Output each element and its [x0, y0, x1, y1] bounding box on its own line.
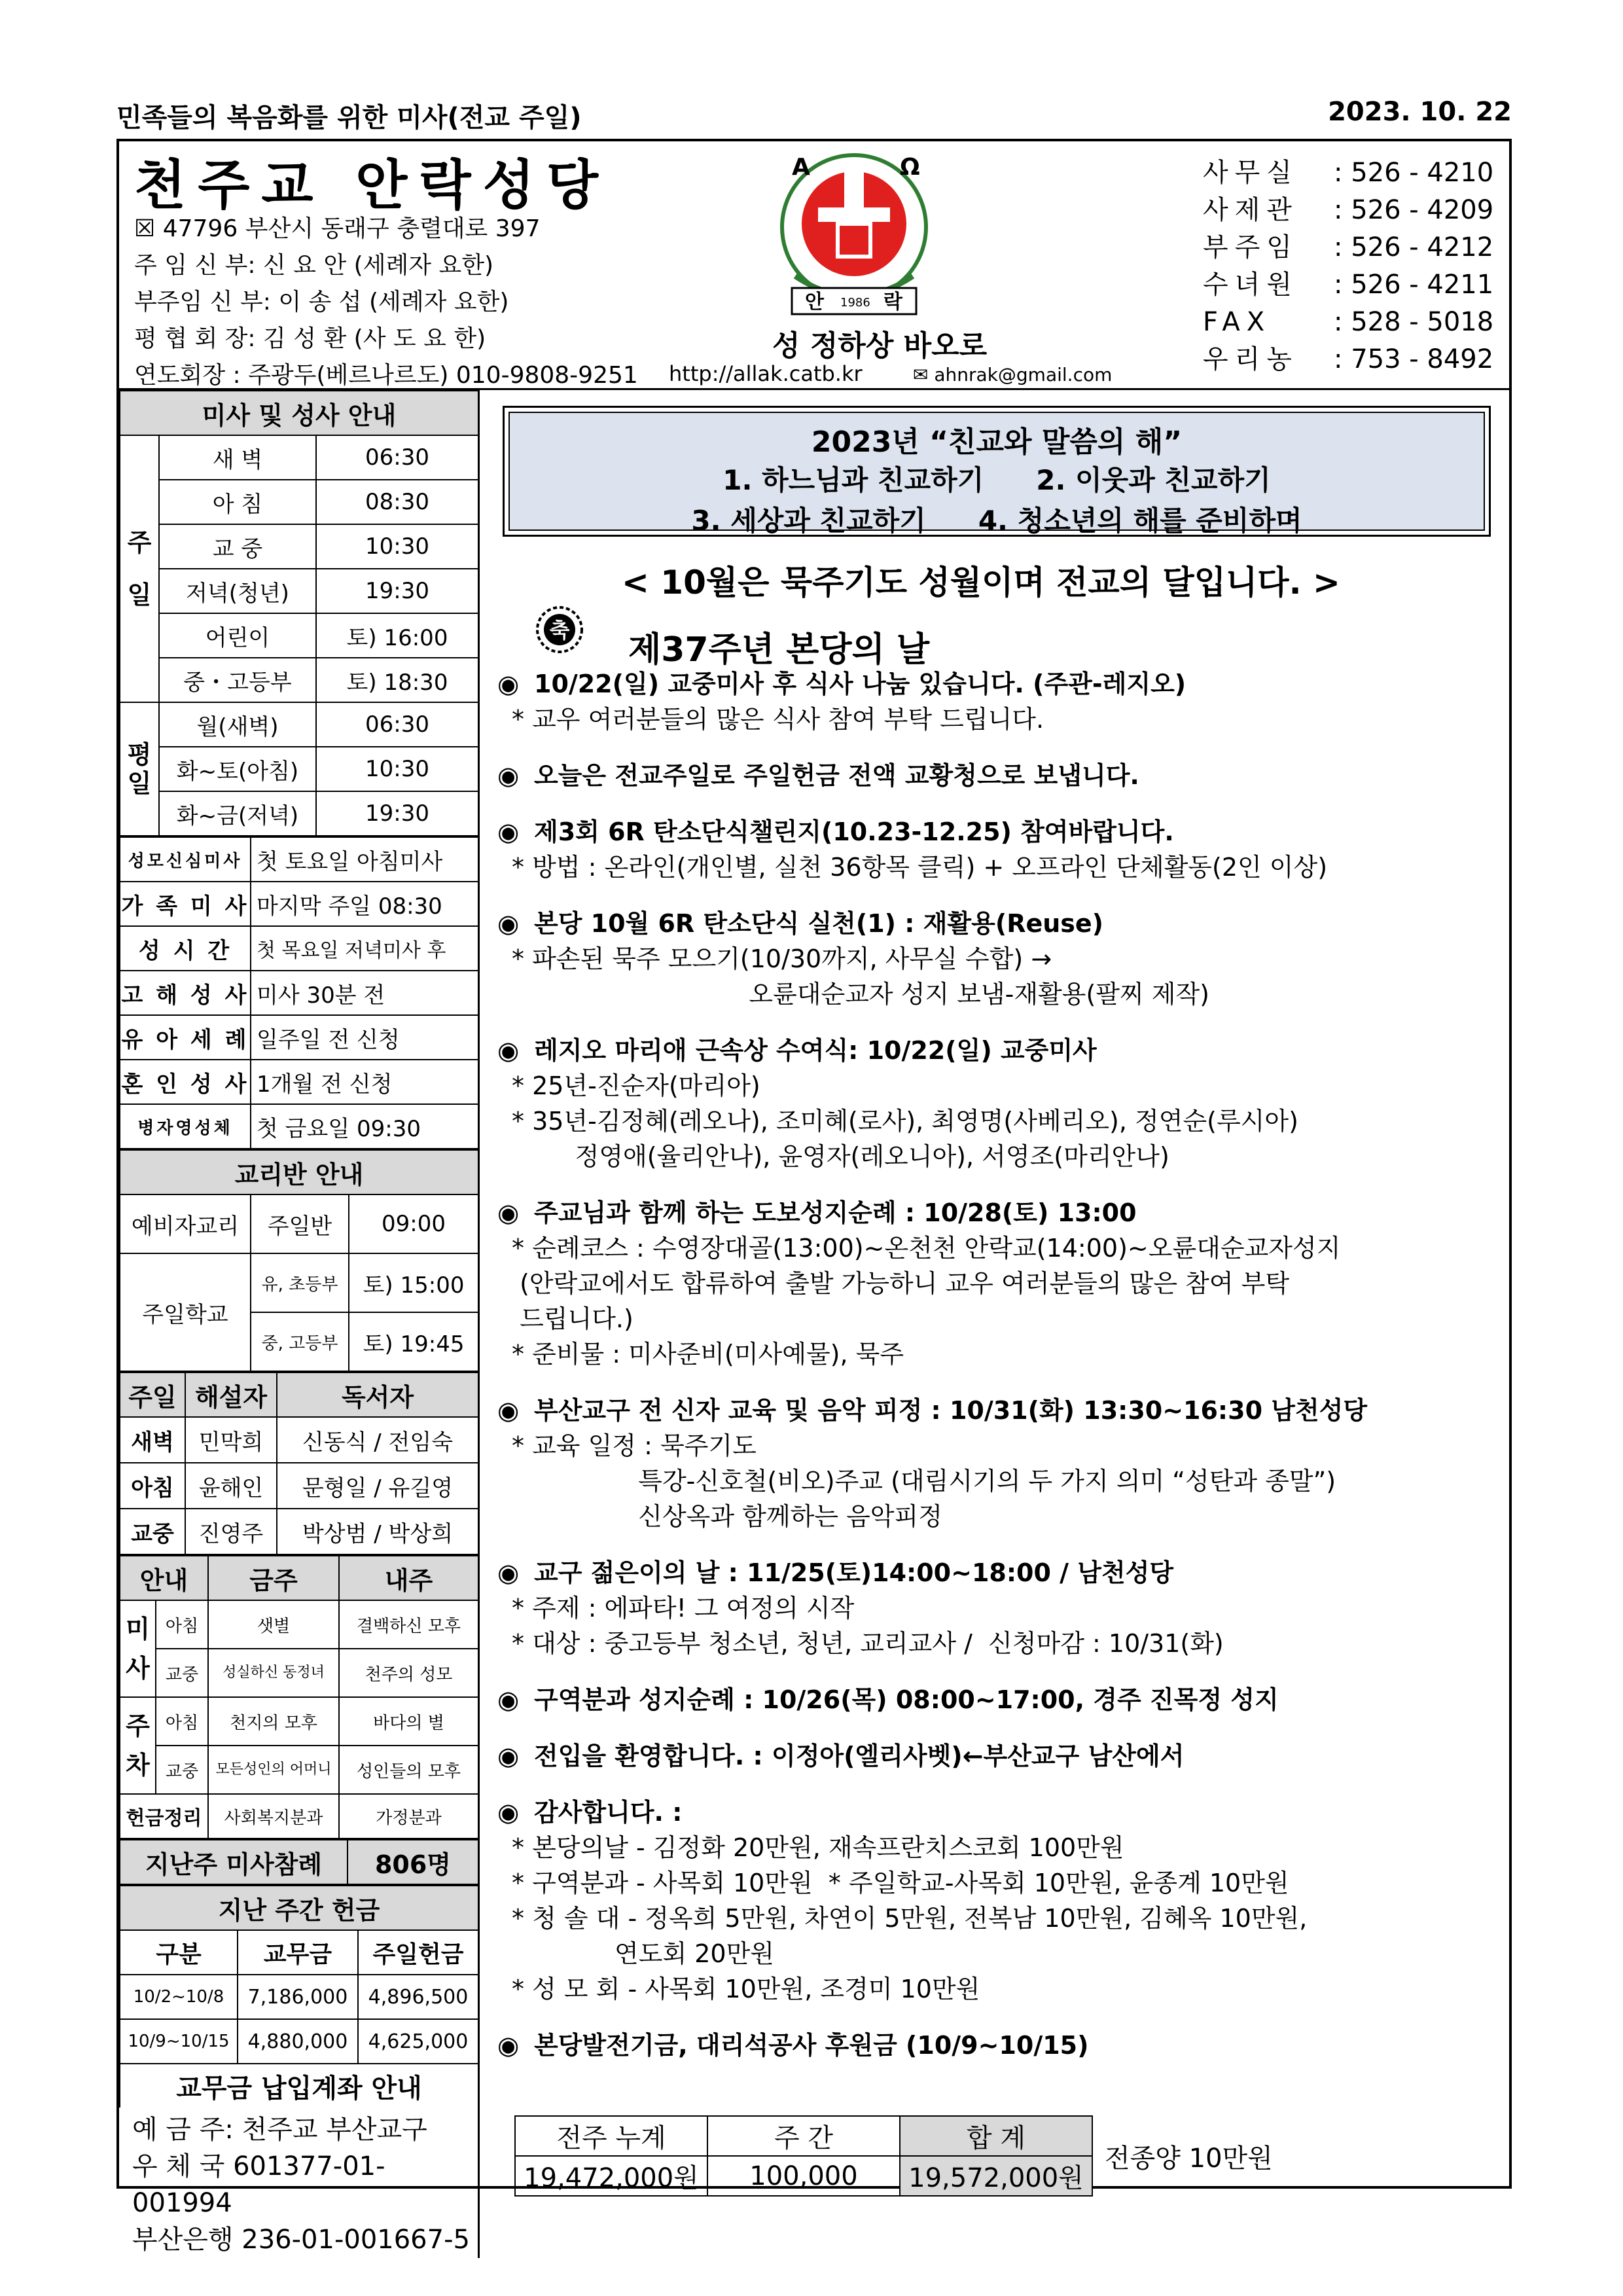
- bullet-icon: ◉: [497, 817, 520, 846]
- notice-title-text: 제3회 6R 탄소단식챌린지(10.23-12.25) 참여바랍니다.: [534, 817, 1174, 846]
- mass-name: 화~토(아침): [159, 747, 316, 791]
- bullet-icon: ◉: [497, 1036, 520, 1065]
- weekday-label: 평 일: [120, 702, 159, 836]
- logo-omega: Ω: [900, 154, 920, 181]
- attendance-label: 지난주 미사참례: [120, 1840, 348, 1884]
- fund-head: 주 간: [707, 2116, 900, 2156]
- notice-gap: [497, 1717, 1505, 1738]
- notice-line: * 파손된 묵주 모으기(10/30까지, 사무실 수합) →: [512, 944, 1052, 973]
- bullet-icon: ◉: [497, 670, 520, 698]
- celebration-icon: [533, 603, 586, 656]
- phone-row: [1203, 341, 1493, 378]
- bullet-icon: ◉: [497, 1558, 520, 1587]
- notice-line: (안락교에서도 합류하여 출발 가능하니 교우 여러분들의 많은 참여 부탁: [512, 1269, 1290, 1298]
- offering-duty-next: 가정분과: [339, 1794, 478, 1839]
- notice-line: 드립니다.): [512, 1304, 633, 1333]
- reader-mass: 아침: [120, 1463, 185, 1509]
- notice-gap: [497, 2007, 1505, 2028]
- offering-table: [119, 1885, 479, 2108]
- duty-mass-label: 미 사: [120, 1600, 156, 1697]
- duty-head: 금주: [208, 1556, 339, 1600]
- fund-table-wrap: [514, 2115, 1093, 2197]
- notice-title-text: 본당발전기금, 대리석공사 후원금 (10/9~10/15): [534, 2031, 1089, 2060]
- mass-name: 어린이: [159, 613, 316, 658]
- offering-dues: 4,880,000: [238, 2019, 358, 2064]
- adult-class-day: 주일반: [251, 1194, 349, 1253]
- phone-value: : 753 - 8492: [1334, 344, 1494, 374]
- account-line: 예 금 주: 천주교 부산교구: [132, 2115, 427, 2145]
- phone-label: 부주임: [1203, 232, 1298, 262]
- duty-car-label: 주 차: [120, 1697, 156, 1794]
- notice-gap: [497, 793, 1505, 814]
- offering-head: 구분: [120, 1930, 238, 1975]
- offering-sunday: 4,896,500: [358, 1975, 478, 2019]
- sidebar: [119, 390, 480, 2258]
- bullet-icon: ◉: [497, 1685, 520, 1714]
- mass-time: 10:30: [316, 524, 478, 569]
- header-subtitle: 민족들의 복음화를 위한 미사(전교 주일): [116, 103, 582, 133]
- notice-title-text: 감사합니다. :: [534, 1798, 683, 1827]
- banner-item: 4. 청소년의 해를 준비하며: [978, 505, 1302, 537]
- sunday-label: 주 일: [120, 435, 159, 702]
- bullet-icon: ◉: [497, 2031, 520, 2060]
- commentator: 윤해인: [185, 1463, 277, 1509]
- sacrament-value: 1개월 전 신청: [251, 1060, 478, 1104]
- middle-high-label: 중, 고등부: [251, 1312, 349, 1371]
- notice-line: * 구역분과 - 사목회 10만원 * 주일학교-사목회 10만원, 윤종계 10만원: [512, 1869, 1289, 1897]
- duty-next-week: 성인들의 모후: [339, 1746, 478, 1794]
- offering-duty-this: 사회복지분과: [208, 1794, 339, 1839]
- fund-head: 전주 누계: [515, 2116, 707, 2156]
- notice-line: * 순례코스 : 수영장대골(13:00)~온천천 안락교(14:00)~오륜대순교자성지: [512, 1234, 1341, 1263]
- duty-head: 내주: [339, 1556, 478, 1600]
- phone-label: 사무실: [1203, 158, 1298, 188]
- notice-title: [497, 2028, 1505, 2063]
- notice-line: * 성 모 회 - 사목회 10만원, 조경미 10만원: [512, 1975, 980, 2003]
- phone-label: 수녀원: [1203, 270, 1298, 300]
- mass-time: 06:30: [316, 702, 478, 747]
- notice-line: * 준비물 : 미사준비(미사예물), 묵주: [512, 1340, 904, 1369]
- fund-weekly: 100,000: [707, 2156, 900, 2196]
- elementary-time: 토) 15:00: [349, 1253, 478, 1312]
- pastor: 주 임 신 부: 신 요 안 (세례자 요한): [134, 252, 494, 279]
- sacrament-label: 고 해 성 사: [120, 971, 251, 1015]
- notice-title: [497, 1393, 1505, 1428]
- notice-title-text: 주교님과 함께 하는 도보성지순례 : 10/28(토) 13:00: [534, 1198, 1137, 1227]
- notice-line: * 교육 일정 : 묵주기도: [512, 1431, 757, 1460]
- notice-gap: [497, 1534, 1505, 1555]
- commentator: 진영주: [185, 1509, 277, 1554]
- mass-schedule-table: [119, 390, 479, 836]
- adult-class-time: 09:00: [349, 1194, 478, 1253]
- notice-line: 오륜대순교자 성지 보냄-재활용(팔찌 제작): [512, 980, 1210, 1009]
- feast-title: 제37주년 본당의 날: [628, 630, 930, 670]
- mass-time: 19:30: [316, 569, 478, 613]
- notice-gap: [497, 1012, 1505, 1033]
- offering-duty-label: 헌금정리: [120, 1794, 208, 1839]
- duty-time: 교중: [156, 1649, 208, 1697]
- fund-table: [514, 2115, 1093, 2197]
- attendance-value: 806명: [348, 1840, 478, 1884]
- notice-line: * 35년-김정혜(레오나), 조미혜(로사), 최영명(사베리오), 정연순(루시아): [512, 1107, 1298, 1136]
- church-name: 천주교 안락성당: [134, 154, 611, 217]
- sacrament-value: 마지막 주일 08:30: [251, 882, 478, 926]
- notice-gap: [497, 885, 1505, 906]
- notice-gap: [497, 737, 1505, 758]
- middle-high-time: 토) 19:45: [349, 1312, 478, 1371]
- mass-time: 토) 16:00: [316, 613, 478, 658]
- notice-title: [497, 1195, 1505, 1230]
- notice-line: 연도회 20만원: [512, 1939, 775, 1968]
- notice-title: [497, 1555, 1505, 1590]
- reader-mass: 새벽: [120, 1417, 185, 1463]
- mass-time: 10:30: [316, 747, 478, 791]
- sacrament-value: 첫 토요일 아침미사: [251, 837, 478, 882]
- council-president: 평 협 회 장: 김 성 환 (사 도 요 한): [134, 325, 486, 352]
- duty-head: 안내: [120, 1556, 208, 1600]
- notice-title: [497, 666, 1505, 702]
- readers-names: 신동식 / 전임숙: [277, 1417, 478, 1463]
- readers-table: [119, 1372, 479, 1555]
- notice-title: [497, 1033, 1505, 1068]
- phone-row: [1203, 229, 1493, 266]
- fund-head: 합 계: [900, 2116, 1092, 2156]
- adult-class-label: 예비자교리: [120, 1194, 251, 1253]
- sacrament-value: 첫 금요일 09:30: [251, 1104, 478, 1149]
- notice-title: [497, 814, 1505, 850]
- duty-time: 아침: [156, 1600, 208, 1649]
- fund-cumulative: 19,472,000원: [515, 2156, 707, 2196]
- fund-total: 19,572,000원: [900, 2156, 1092, 2196]
- fund-note: 전종양 10만원: [1105, 2144, 1273, 2174]
- bullet-icon: ◉: [497, 909, 520, 938]
- phone-label: FAX: [1203, 307, 1272, 337]
- catechism-title: 교리반 안내: [120, 1150, 478, 1194]
- sacrament-label: 유 아 세 례: [120, 1015, 251, 1060]
- website-link[interactable]: http://allak.catb.kr: [669, 361, 863, 386]
- account-line: 부산은행 236-01-001667-5: [132, 2225, 470, 2255]
- bullet-icon: ◉: [497, 1198, 520, 1227]
- logo-alpha: Α: [792, 154, 810, 181]
- reader-mass: 교중: [120, 1509, 185, 1554]
- bullet-icon: ◉: [497, 761, 520, 790]
- notice-line: * 25년-진순자(마리아): [512, 1071, 760, 1100]
- offering-title: 지난 주간 헌금: [120, 1886, 478, 1930]
- year-banner: [503, 406, 1491, 537]
- phone-row: [1203, 154, 1493, 192]
- sacrament-label: 성 시 간: [120, 926, 251, 971]
- mass-name: 아 침: [159, 480, 316, 524]
- mass-time: 토) 18:30: [316, 658, 478, 702]
- notice-title-text: 레지오 마리애 근속상 수여식: 10/22(일) 교중미사: [534, 1036, 1097, 1065]
- sacrament-value: 첫 목요일 저녁미사 후: [251, 926, 478, 971]
- phone-label: 우리농: [1203, 344, 1298, 374]
- elementary-label: 유, 초등부: [251, 1253, 349, 1312]
- account-title: 교무금 납입계좌 안내: [120, 2064, 478, 2108]
- duty-this-week: 성실하신 동정녀: [208, 1649, 339, 1697]
- motto: 성 정하상 바오로: [772, 329, 988, 363]
- duty-time: 교중: [156, 1746, 208, 1794]
- yeondo-president: 연도회장 : 주광두(베르나르도) 010-9808-9251: [134, 362, 638, 389]
- duty-this-week: 천지의 모후: [208, 1697, 339, 1746]
- notice-title: [497, 1795, 1505, 1830]
- mass-title: 미사 및 성사 안내: [120, 391, 478, 435]
- notice-title-text: 10/22(일) 교중미사 후 식사 나눔 있습니다. (주관-레지오): [534, 670, 1186, 698]
- masthead-info: [134, 211, 638, 394]
- catechism-table: [119, 1149, 479, 1372]
- sacrament-label: 혼 인 성 사: [120, 1060, 251, 1104]
- duty-next-week: 결백하신 모후: [339, 1600, 478, 1649]
- notice-gap: [497, 1661, 1505, 1682]
- sacrament-value: 일주일 전 신청: [251, 1015, 478, 1060]
- sacrament-label: 병자영성체: [120, 1104, 251, 1149]
- mass-name: 화~금(저녁): [159, 791, 316, 836]
- notice-title: [497, 1738, 1505, 1774]
- notice-title-text: 본당 10월 6R 탄소단식 실천(1) : 재활용(Reuse): [534, 909, 1104, 938]
- notice-title-text: 교구 젊은이의 날 : 11/25(토)14:00~18:00 / 남천성당: [534, 1558, 1174, 1587]
- sacrament-table: [119, 836, 479, 1149]
- readers-head: 주일: [120, 1372, 185, 1417]
- notice-gap: [497, 1372, 1505, 1393]
- notice-title: [497, 758, 1505, 793]
- notice-list: [497, 666, 1505, 2063]
- mass-name: 중・고등부: [159, 658, 316, 702]
- address: ☒ 47796 부산시 동래구 충렬대로 397: [134, 215, 541, 242]
- phone-value: : 528 - 5018: [1334, 307, 1494, 337]
- mass-name: 저녁(청년): [159, 569, 316, 613]
- banner-item: 3. 세상과 친교하기: [691, 505, 926, 537]
- sunday-school-label: 주일학교: [120, 1253, 251, 1371]
- bullet-icon: ◉: [497, 1742, 520, 1770]
- sacrament-value: 미사 30분 전: [251, 971, 478, 1015]
- bullet-icon: ◉: [497, 1798, 520, 1827]
- notice-line: * 본당의날 - 김정화 20만원, 재속프란치스코회 100만원: [512, 1833, 1124, 1862]
- bullet-icon: ◉: [497, 1396, 520, 1425]
- attendance-table: [119, 1839, 479, 1885]
- offering-head: 교무금: [238, 1930, 358, 1975]
- banner-item: 1. 하느님과 친교하기: [722, 464, 984, 496]
- church-logo-icon: [766, 145, 942, 322]
- notice-line: * 청 솔 대 - 정옥희 5만원, 차연이 5만원, 전복남 10만원, 김혜옥 10만원,: [512, 1904, 1308, 1933]
- notice-gap: [497, 1174, 1505, 1195]
- notice-title-text: 전입을 환영합니다. : 이정아(엘리사벳)←부산교구 남산에서: [534, 1742, 1185, 1770]
- phone-value: : 526 - 4209: [1334, 195, 1494, 225]
- readers-names: 문형일 / 유길영: [277, 1463, 478, 1509]
- readers-head: 독서자: [277, 1372, 478, 1417]
- duty-this-week: 샛별: [208, 1600, 339, 1649]
- notice-title: [497, 906, 1505, 941]
- logo-year: 1986: [840, 296, 870, 310]
- celebration-icon-text: 축: [549, 618, 570, 643]
- offering-sunday: 4,625,000: [358, 2019, 478, 2064]
- account-list: [119, 2108, 478, 2258]
- notice-line: * 교우 여러분들의 많은 식사 참여 부탁 드립니다.: [512, 705, 1044, 734]
- phone-value: : 526 - 4211: [1334, 270, 1494, 300]
- phone-row: [1203, 304, 1493, 341]
- notice-line: 신상옥과 함께하는 음악피정: [512, 1502, 942, 1531]
- readers-names: 박상범 / 박상희: [277, 1509, 478, 1554]
- phone-row: [1203, 192, 1493, 229]
- phone-row: [1203, 266, 1493, 304]
- logo-left-text: 안: [805, 291, 824, 314]
- notice-title-text: 부산교구 전 신자 교육 및 음악 피정 : 10/31(화) 13:30~16:30 남천성당: [534, 1396, 1368, 1425]
- duty-time: 아침: [156, 1697, 208, 1746]
- duty-next-week: 천주의 성모: [339, 1649, 478, 1697]
- assistant-pastor: 부주임 신 부: 이 송 섭 (세례자 요한): [134, 289, 509, 315]
- phone-label: 사제관: [1203, 195, 1298, 225]
- offering-dues: 7,186,000: [238, 1975, 358, 2019]
- mass-time: 08:30: [316, 480, 478, 524]
- mass-name: 새 벽: [159, 435, 316, 480]
- readers-head: 해설자: [185, 1372, 277, 1417]
- phone-value: : 526 - 4210: [1334, 158, 1494, 188]
- phone-value: : 526 - 4212: [1334, 232, 1494, 262]
- offering-head: 주일헌금: [358, 1930, 478, 1975]
- offering-period: 10/2~10/8: [120, 1975, 238, 2019]
- sacrament-label: 가 족 미 사: [120, 882, 251, 926]
- notice-line: * 방법 : 온라인(개인별, 실천 36항목 클릭) + 오프라인 단체활동(2인 이상): [512, 853, 1328, 882]
- sacrament-label: 성모신심미사: [120, 837, 251, 882]
- notice-gap: [497, 1774, 1505, 1795]
- notice-title-text: 오늘은 전교주일로 주일헌금 전액 교황청으로 보냅니다.: [534, 761, 1139, 790]
- mass-name: 월(새벽): [159, 702, 316, 747]
- commentator: 민막희: [185, 1417, 277, 1463]
- mass-time: 06:30: [316, 435, 478, 480]
- notice-title-text: 구역분과 성지순례 : 10/26(목) 08:00~17:00, 경주 진목정 성지: [534, 1685, 1279, 1714]
- email-text: ahnrak@gmail.com: [934, 364, 1113, 386]
- mail-icon: ✉: [913, 364, 935, 386]
- email-link[interactable]: [913, 364, 1112, 386]
- logo-right-text: 락: [883, 291, 902, 314]
- notice-line: * 대상 : 중고등부 청소년, 청년, 교리교사 / 신청마감 : 10/31(화): [512, 1629, 1224, 1658]
- notice-line: 정영애(율리안나), 윤영자(레오니아), 서영조(마리안나): [512, 1142, 1169, 1171]
- offering-period: 10/9~10/15: [120, 2019, 238, 2064]
- phone-list: [1203, 154, 1493, 378]
- notice-line: 특강-신호철(비오)주교 (대림시기의 두 가지 의미 “성탄과 종말”): [512, 1467, 1336, 1496]
- duty-table: [119, 1555, 479, 1839]
- header-date: 2023. 10. 22: [1328, 97, 1512, 127]
- notice-line: * 주제 : 에파타! 그 여정의 시작: [512, 1594, 855, 1623]
- notice-title: [497, 1682, 1505, 1717]
- banner-title: 2023년 “친교와 말씀의 해”: [811, 425, 1183, 459]
- mass-time: 19:30: [316, 791, 478, 836]
- duty-next-week: 바다의 별: [339, 1697, 478, 1746]
- month-notice: < 10월은 묵주기도 성월이며 전교의 달입니다. >: [622, 564, 1340, 601]
- mass-name: 교 중: [159, 524, 316, 569]
- duty-this-week: 모든성인의 어머니: [208, 1746, 339, 1794]
- banner-item: 2. 이웃과 친교하기: [1036, 464, 1271, 496]
- account-line: 우 체 국 601377-01-001994: [132, 2151, 385, 2218]
